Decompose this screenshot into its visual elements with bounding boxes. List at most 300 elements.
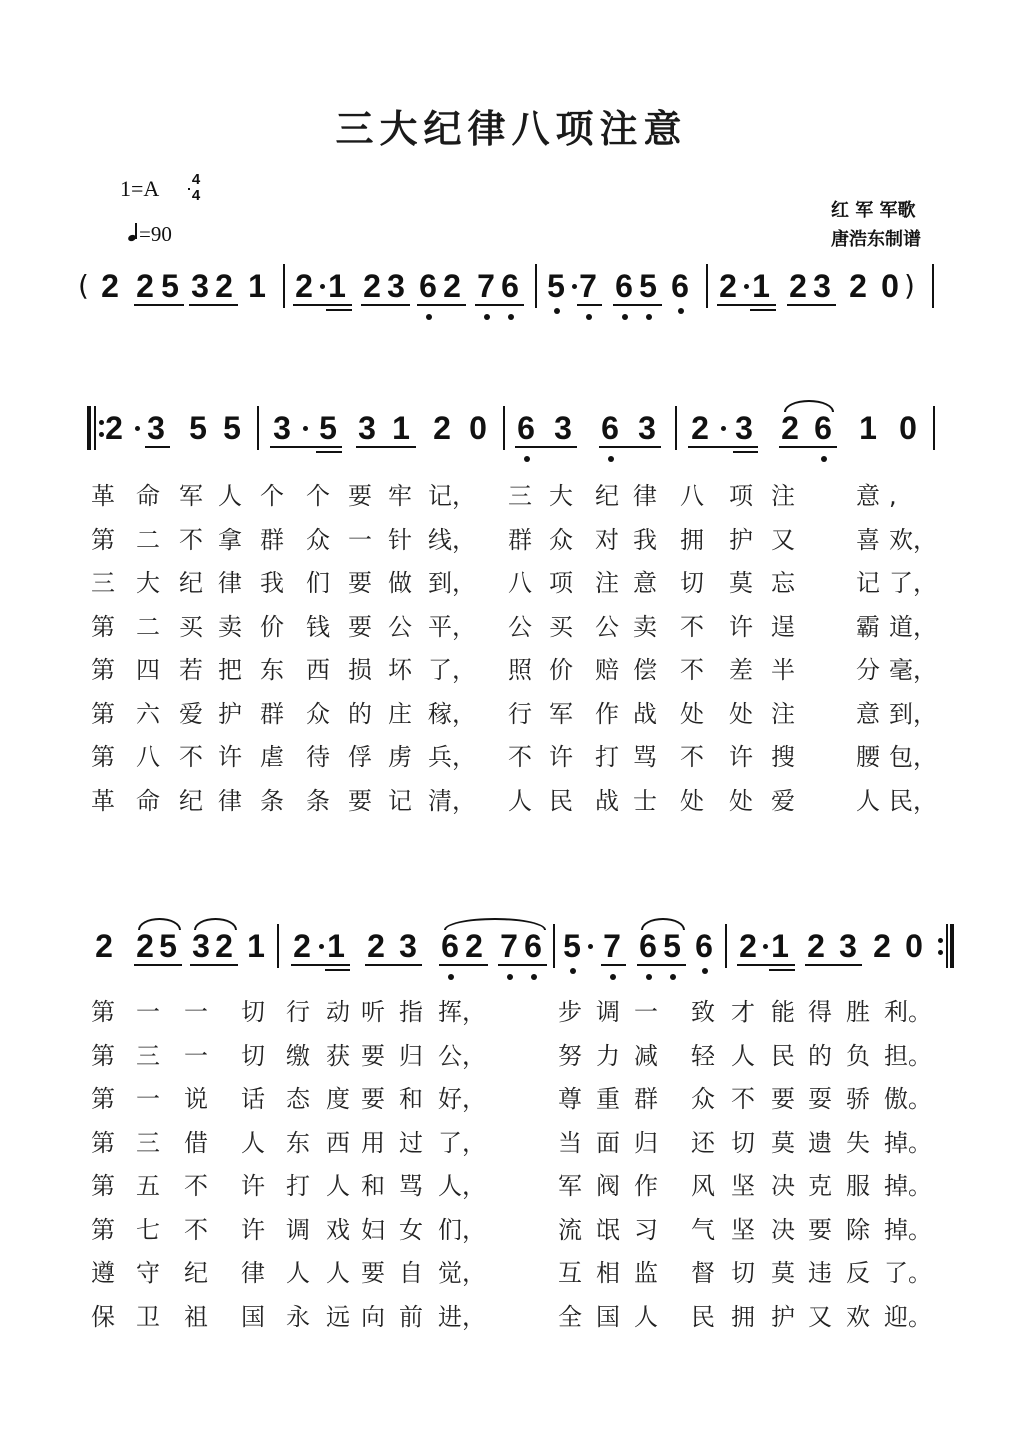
lyric-char: 注 [595,569,619,597]
lyric-char: 腰 [856,743,880,771]
lyric-char: 遵 [91,1259,115,1287]
note: 7 [477,268,495,304]
lyric-char: 一 [184,1041,208,1070]
lyrics-line [0,700,1023,730]
lyric-char: 过 [399,1128,423,1157]
lyric-char: 三 [136,1041,160,1070]
lyrics-line [0,787,1023,817]
lyric-char: 一 [634,998,658,1026]
lyric-char: 利。 [884,998,932,1026]
lyric-char: 二 [136,525,160,554]
lyrics-line [0,569,1023,599]
lyric-char: 不 [179,525,203,554]
lyric-char: 不 [508,743,532,771]
lyric-char: 指 [399,998,423,1026]
lyric-char: 拿 [218,525,242,554]
staff-verse [0,412,1023,492]
beam-underline [417,304,466,306]
beam-underline [325,969,350,971]
lyric-char: 公 [508,612,532,641]
repeat-dots [99,420,104,444]
lyric-char: 照 [508,656,532,684]
lyric-char: 努 [558,1041,582,1070]
lyric-char: 个 [306,482,330,510]
lyric-char: 公 [595,612,619,641]
augmentation-dot [744,284,749,289]
lyric-char: 风 [691,1172,715,1200]
note: 2 [873,928,891,964]
lyric-char: 了， [438,1128,486,1157]
lyric-char: 到， [889,699,937,728]
note: 2 [95,928,113,964]
lyric-char: 记， [428,482,476,510]
lyric-char: 三 [136,1128,160,1157]
lyric-char: 纪 [595,482,619,510]
repeat-thick-bar [950,924,954,968]
lyric-char: 民 [771,1041,795,1070]
lyric-char: 军 [179,482,203,510]
lyric-char: 一 [136,1085,160,1113]
lyric-char: 耍 [808,1085,832,1113]
low-octave-dot [622,314,628,320]
slur-tie [138,918,181,930]
note: 6 [441,928,459,964]
lyric-char: 护 [729,525,753,554]
note: 2 [443,268,461,304]
lyric-char: 全 [558,1302,582,1331]
lyric-char: 得 [808,998,832,1026]
note: 1 [328,268,346,304]
note: 0 [881,268,899,304]
lyric-char: 前 [399,1302,423,1331]
lyric-char: 遗 [808,1128,832,1157]
note: 3 [554,410,572,446]
lyric-char: 打 [595,743,619,771]
lyric-char: 若 [179,656,203,684]
lyric-char: 意 [633,569,657,597]
lyric-char: 钱 [306,612,330,641]
lyric-char: 好， [438,1085,486,1113]
lyric-char: 毫， [889,656,937,684]
lyric-char: 虏 [388,743,412,771]
lyric-char: 第 [91,612,115,641]
lyric-char: 个 [260,482,284,510]
lyric-char: 爱 [771,786,795,815]
note: 2 [789,268,807,304]
lyric-char: 半 [771,656,795,684]
augmentation-dot [303,426,308,431]
lyric-char: 要 [348,612,372,641]
note: 1 [752,268,770,304]
lyric-char: 人 [286,1259,310,1287]
low-octave-dot [531,974,537,980]
lyric-char: 第 [91,525,115,554]
lyric-char: 搜 [771,743,795,771]
lyric-char: 国 [241,1302,265,1331]
lyric-char: 欢 [846,1302,870,1331]
lyric-char: 把 [218,656,242,684]
lyric-char: 第 [91,743,115,771]
lyric-char: 三 [91,569,115,597]
barline [535,264,537,308]
note: 6 [814,410,832,446]
lyric-char: 骂 [633,743,657,771]
lyric-char: 三 [508,482,532,510]
lyric-char: 军 [549,699,573,728]
lyric-char: 我 [260,569,284,597]
lyrics-line [0,743,1023,773]
note: 7 [500,928,518,964]
lyric-char: 人 [508,786,532,815]
note: 2 [101,268,119,304]
lyric-char: 人 [218,482,242,510]
lyric-char: 迎。 [884,1302,932,1331]
slur-tie [444,918,546,930]
lyric-char: 差 [729,656,753,684]
barline [257,406,259,450]
lyric-char: 傲。 [884,1085,932,1113]
lyric-char: 决 [771,1215,795,1244]
repeat-thin-bar [946,924,948,968]
lyric-char: 进， [438,1302,486,1331]
lyric-char: 违 [808,1259,832,1287]
lyric-char: 永 [286,1302,310,1331]
close-paren: ) [904,269,915,302]
lyric-char: 买 [179,612,203,641]
lyrics-line [0,1042,1023,1072]
lyric-char: 人 [241,1128,265,1157]
lyric-char: 八 [136,743,160,771]
lyric-char: 克 [808,1172,832,1200]
lyric-char: 东 [260,656,284,684]
beam-underline [134,964,182,966]
lyric-char: 不 [184,1215,208,1244]
lyrics-line [0,1303,1023,1333]
beam-underline [601,964,626,966]
lyric-char: 战 [595,786,619,815]
lyric-char: 逞 [771,612,795,641]
lyric-char: 六 [136,699,160,728]
lyric-char: 自 [399,1259,423,1287]
lyric-char: 不 [680,612,704,641]
lyric-char: 才 [731,998,755,1026]
note: 6 [601,410,619,446]
note: 6 [419,268,437,304]
lyric-char: 坚 [731,1172,755,1200]
lyric-char: 不 [680,743,704,771]
lyric-char: 服 [846,1172,870,1200]
note: 3 [839,928,857,964]
lyric-char: 清， [428,786,476,815]
augmentation-dot [572,284,577,289]
lyric-char: 纪 [179,786,203,815]
note: 7 [579,268,597,304]
lyric-char: 第 [91,699,115,728]
low-octave-dot [646,974,652,980]
lyric-char: 公， [438,1041,486,1070]
lyric-char: 第 [91,1172,115,1200]
lyric-char: 力 [596,1041,620,1070]
lyric-char: 还 [691,1128,715,1157]
lyric-char: 意 [856,482,880,510]
lyric-char: 损 [348,656,372,684]
lyric-char: 处 [680,699,704,728]
lyric-char: 人 [326,1259,350,1287]
lyric-char: 了， [428,656,476,684]
barline [503,406,505,450]
lyric-char: 减 [634,1041,658,1070]
low-octave-dot [702,968,708,974]
lyric-char: 群 [508,525,532,554]
note: 2 [849,268,867,304]
lyric-char: 骄 [846,1085,870,1113]
note: 2 [136,268,154,304]
beam-underline [750,309,776,311]
lyric-char: 第 [91,998,115,1026]
lyric-char: 偿 [633,656,657,684]
note: 7 [603,928,621,964]
lyric-char: 莫 [771,1128,795,1157]
lyric-char: 又 [771,525,795,554]
barline [675,406,677,450]
lyric-char: 霸 [856,612,880,641]
lyric-char: 互 [558,1259,582,1287]
lyric-char: 的 [348,699,372,728]
lyric-char: 做 [388,569,412,597]
lyric-char: 赔 [595,656,619,684]
lyrics-line [0,1085,1023,1115]
lyric-char: 纪 [179,569,203,597]
note: 2 [781,410,799,446]
lyric-char: 守 [136,1259,160,1287]
lyric-char: 分 [856,656,880,684]
lyric-char: 切 [731,1128,755,1157]
beam-underline [688,446,758,448]
note: 6 [639,928,657,964]
beam-underline [515,446,577,448]
note: 6 [615,268,633,304]
lyric-char: 度 [326,1085,350,1113]
lyric-char: 不 [184,1172,208,1200]
augmentation-dot [763,944,768,949]
lyric-char: 命 [136,482,160,510]
lyric-char: 项 [549,569,573,597]
lyric-char: 牢 [388,482,412,510]
note: 5 [639,268,657,304]
lyric-char: 们， [438,1215,486,1244]
lyric-char: 要 [348,786,372,815]
beam-underline [737,964,795,966]
lyric-char: 忘 [771,569,795,597]
note: 1 [392,410,410,446]
beam-underline [717,304,776,306]
barline [725,924,727,968]
lyric-char: 女 [399,1215,423,1244]
lyric-char: 买 [549,612,573,641]
lyric-char: 命 [136,786,160,815]
lyric-char: 处 [729,699,753,728]
credits [831,196,921,254]
beam-underline [577,304,602,306]
lyric-char: 戏 [326,1215,350,1244]
lyric-char: 切 [241,998,265,1026]
low-octave-dot [570,968,576,974]
lyric-char: 众 [691,1085,715,1113]
note: 3 [387,268,405,304]
beam-underline [293,304,352,306]
lyric-char: 督 [691,1259,715,1287]
lyric-char: 第 [91,656,115,684]
lyric-char: 线， [428,525,476,554]
lyric-char: 切 [241,1041,265,1070]
lyric-char: 骂 [399,1172,423,1200]
note: 5 [189,410,207,446]
barline [553,924,555,968]
lyric-char: 和 [361,1172,385,1200]
lyric-char: 作 [634,1172,658,1200]
note: 6 [671,268,689,304]
lyric-char: 能 [771,998,795,1026]
lyric-char: 要 [348,482,372,510]
beam-underline [361,304,410,306]
lyric-char: 注 [771,482,795,510]
tempo-value: =90 [139,222,172,246]
note: 2 [293,928,311,964]
lyric-char: 打 [286,1172,310,1200]
lyric-char: 公 [388,612,412,641]
note: 2 [215,268,233,304]
lyric-char: 调 [286,1215,310,1244]
note: 6 [695,928,713,964]
note: 2 [295,268,313,304]
beam-underline [189,304,238,306]
lyric-char: 阀 [596,1172,620,1200]
beam-underline [134,304,184,306]
lyric-char: 要 [348,569,372,597]
lyric-char: 听 [361,998,385,1026]
lyric-char: 注 [771,699,795,728]
lyric-char: 律 [241,1259,265,1287]
lyric-char: 国 [596,1302,620,1331]
lyric-char: 和 [399,1085,423,1113]
lyric-char: 致 [691,998,715,1026]
lyric-char: 战 [633,699,657,728]
lyric-char: 欢， [889,525,937,554]
note: 6 [524,928,542,964]
lyric-char: 大 [549,482,573,510]
lyric-char: 大 [136,569,160,597]
lyric-char: 民 [549,786,573,815]
low-octave-dot [507,974,513,980]
lyric-char: 处 [729,786,753,815]
lyrics-line [0,1129,1023,1159]
lyric-char: 妇 [361,1215,385,1244]
augmentation-dot [320,284,325,289]
beam-underline [356,446,416,448]
note: 2 [739,928,757,964]
lyric-char: 切 [731,1259,755,1287]
lyric-char: 道， [889,612,937,641]
lyric-char: 律 [218,786,242,815]
lyric-char: 众 [306,525,330,554]
note: 2 [433,410,451,446]
low-octave-dot [554,308,560,314]
lyric-char: 第 [91,1128,115,1157]
beam-underline [475,304,524,306]
time-signature-top: 4 [191,171,201,188]
lyric-char: 东 [286,1128,310,1157]
lyric-char: 人 [326,1172,350,1200]
repeat-thick-bar [87,406,91,450]
note: 3 [147,410,165,446]
lyric-char: 相 [596,1259,620,1287]
low-octave-dot [678,308,684,314]
lyrics-line [0,1216,1023,1246]
low-octave-dot [821,456,827,462]
lyric-char: 许 [729,612,753,641]
lyric-char: , [889,482,897,510]
lyric-char: 律 [633,482,657,510]
augmentation-dot [135,426,140,431]
time-signature-line [188,188,190,190]
low-octave-dot [646,314,652,320]
lyric-char: 归 [399,1041,423,1070]
lyric-char: 气 [691,1215,715,1244]
low-octave-dot [508,314,514,320]
lyric-char: 拥 [680,525,704,554]
lyric-char: 许 [549,743,573,771]
note: 3 [191,268,209,304]
lyric-char: 价 [260,612,284,641]
time-signature [186,172,206,204]
repeat-thin-bar [94,406,96,450]
lyric-char: 纪 [184,1259,208,1287]
lyric-char: 许 [729,743,753,771]
lyrics-line [0,1259,1023,1289]
low-octave-dot [448,974,454,980]
beam-underline [316,451,342,453]
barline [932,264,934,308]
lyric-char: 不 [179,743,203,771]
note: 1 [859,410,877,446]
lyrics-line [0,656,1023,686]
lyric-char: 重 [596,1085,620,1113]
lyric-char: 向 [361,1302,385,1331]
lyric-char: 二 [136,612,160,641]
lyric-char: 说 [184,1085,208,1113]
lyric-char: 态 [286,1085,310,1113]
lyric-char: 意 [856,699,880,728]
lyric-char: 俘 [348,743,372,771]
slur-tie [784,400,834,412]
note: 3 [358,410,376,446]
lyric-char: 第 [91,1041,115,1070]
note: 2 [215,928,233,964]
barline [283,264,285,308]
lyric-char: 一 [348,525,372,554]
lyric-char: 习 [634,1215,658,1244]
note: 5 [547,268,565,304]
key-text: 1=A [120,176,160,201]
lyric-char: 要 [771,1085,795,1113]
lyric-char: 掉。 [884,1128,932,1157]
lyric-char: 不 [731,1085,755,1113]
lyric-char: 步 [558,998,582,1026]
lyric-char: 对 [595,525,619,554]
lyric-char: 民 [691,1302,715,1331]
lyric-char: 一 [136,998,160,1026]
lyric-char: 卖 [218,612,242,641]
